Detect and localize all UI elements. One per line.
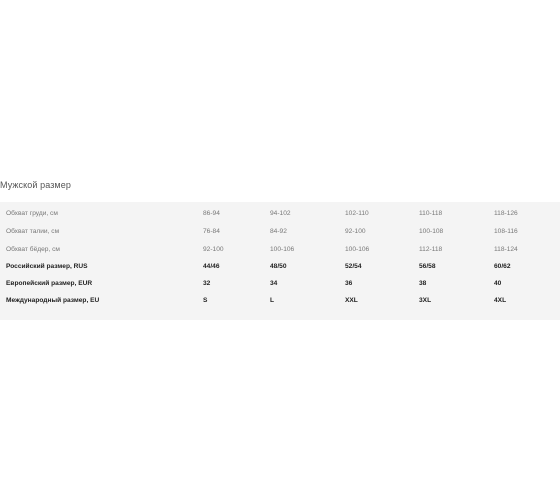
table-cell: 40	[494, 280, 502, 287]
table-row-waist	[0, 223, 560, 241]
table-cell: 76-84	[203, 228, 220, 235]
table-cell: 38	[419, 280, 427, 287]
table-row-eur-size	[0, 275, 560, 293]
table-cell: 108-116	[494, 228, 518, 235]
table-cell: 86-94	[203, 210, 220, 217]
table-cell: 3XL	[419, 297, 432, 304]
table-row-chest	[0, 205, 560, 223]
table-cell: 4XL	[494, 297, 507, 304]
table-cell: S	[203, 297, 208, 304]
row-label: Обхват бёдер, см	[6, 246, 60, 253]
table-cell: 100-108	[419, 228, 444, 235]
table-cell: 92-100	[203, 246, 224, 253]
row-label: Международный размер, EU	[6, 297, 100, 304]
table-cell: 110-118	[419, 210, 443, 217]
table-cell: XXL	[345, 297, 358, 304]
table-cell: 34	[270, 280, 278, 287]
table-cell: 102-110	[345, 210, 369, 217]
page-title: Мужской размер	[0, 180, 71, 190]
table-cell: 94-102	[270, 210, 291, 217]
table-cell: 52/54	[345, 263, 362, 270]
table-row-rus-size	[0, 258, 560, 276]
size-table	[0, 202, 560, 320]
table-cell: 118-124	[494, 246, 518, 253]
row-label: Российский размер, RUS	[6, 263, 88, 270]
row-label: Европейский размер, EUR	[6, 280, 93, 287]
table-cell: 32	[203, 280, 211, 287]
table-cell: 56/58	[419, 263, 436, 270]
table-cell: 112-118	[419, 246, 443, 253]
table-cell: 118-126	[494, 210, 518, 217]
table-cell: 84-92	[270, 228, 287, 235]
table-cell: L	[270, 297, 275, 304]
table-cell: 100-106	[270, 246, 295, 253]
table-cell: 48/50	[270, 263, 287, 270]
table-cell: 92-100	[345, 228, 366, 235]
table-row-intl-size	[0, 292, 560, 310]
table-cell: 36	[345, 280, 353, 287]
table-cell: 60/62	[494, 263, 511, 270]
row-label: Обхват талии, см	[6, 228, 60, 235]
table-cell: 44/46	[203, 263, 220, 270]
table-row-hips	[0, 241, 560, 259]
table-cell: 100-106	[345, 246, 370, 253]
row-label: Обхват груди, см	[6, 210, 58, 217]
